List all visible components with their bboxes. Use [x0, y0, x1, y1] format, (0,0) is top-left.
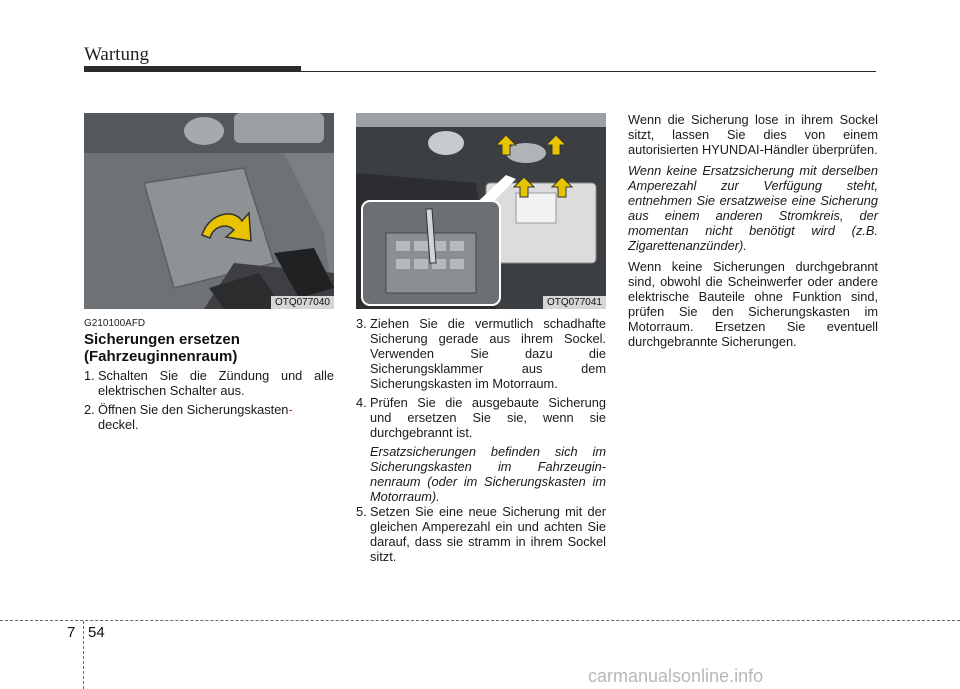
- paragraph: Wenn die Sicherung lose in ihrem Sockel sitzt, lassen Sie dies von einem autorisierten HYUNDAI-Händler überprüfen.: [628, 112, 878, 157]
- figure-engine-fuse-box: [356, 113, 606, 309]
- left-steps: [84, 368, 334, 436]
- fuse-box-icon: [362, 201, 500, 305]
- chapter-number: 7: [67, 624, 76, 641]
- section-code: G210100AFD: [84, 318, 146, 329]
- watermark: carmanualsonline.info: [588, 666, 764, 686]
- step-item: 2. Öffnen Sie den Sicherungskasten- deckel.: [84, 402, 293, 432]
- footer-divider: [83, 621, 84, 689]
- engine-bay-illustration: [356, 113, 606, 309]
- chapter-title: Wartung: [84, 44, 149, 65]
- step-item: 4. Prüfen Sie die ausgebaute Sicherung und ersetzen Sie sie, wenn sie durchgebrannt ist.: [356, 395, 606, 440]
- section-title: Sicherungen ersetzen (Fahrzeuginnenraum): [84, 331, 240, 365]
- italic-note: Wenn keine Ersatzsicherung mit derselben Amperezahl zur Verfügung steht, entnehmen Sie ersatzweise eine Sicherung aus einem anderen Stromkreis, der momentan nicht benötigt wird (z.B. Zigarettenanzünder).: [628, 163, 878, 253]
- step-item: 3. Ziehen Sie die vermutlich schadhafte Sicherung gerade aus ihrem Sockel. Verwenden Sie dazu die Sicherungsklammer aus dem Sicherungskasten im Motorraum.: [356, 316, 606, 391]
- dashboard-illustration: [84, 113, 334, 309]
- step-item: 5. Setzen Sie eine neue Sicherung mit der gleichen Amperezahl ein und achten Sie darauf, dass sie stramm in ihrem Sockel sitzt.: [356, 504, 606, 564]
- spare-fuse-note: Ersatzsicherungen befinden sich im Sicherungskasten im Fahrzeugin- nenraum (oder im Sicherungskasten im Motorraum).: [370, 444, 606, 504]
- figure-interior-fuse-panel: [84, 113, 334, 309]
- page-number: 54: [88, 624, 105, 641]
- right-column: [628, 112, 878, 355]
- figure-code: OTQ077041: [543, 296, 606, 309]
- middle-steps: [356, 316, 606, 568]
- header-rule: [301, 71, 876, 72]
- paragraph: Wenn keine Sicherungen durchgebrannt sind, obwohl die Scheinwerfer oder andere elektrische Bauteile ohne Funktion sind, prüfen Sie den Sicherungskasten im Motorraum. Ersetzen Sie eventuell durchgebrannte Sicherungen.: [628, 259, 878, 349]
- hyphen: -: [288, 402, 293, 417]
- header-bar: [84, 66, 301, 72]
- step-item: 1. Schalten Sie die Zündung und alle elektrischen Schalter aus.: [84, 368, 334, 398]
- figure-code: OTQ077040: [271, 296, 334, 309]
- footer-rule: [0, 620, 960, 621]
